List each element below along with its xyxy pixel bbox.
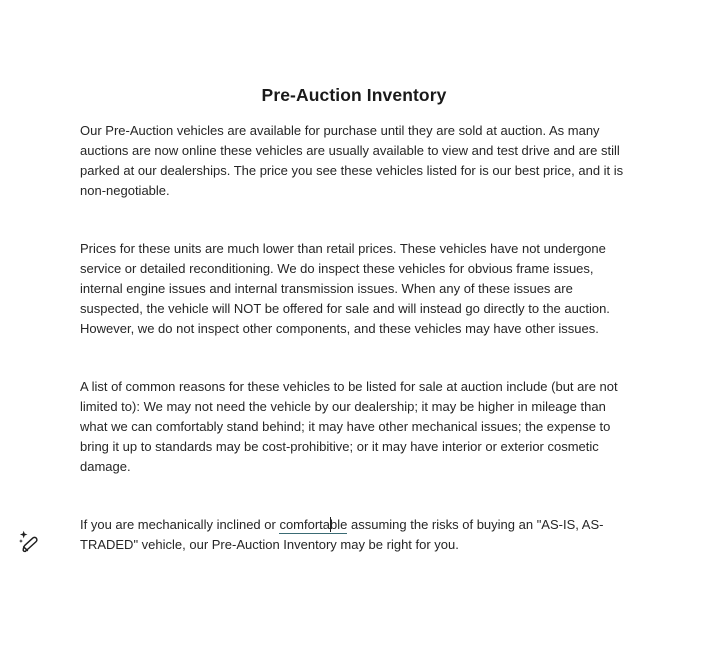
paragraph-4[interactable]	[80, 515, 628, 555]
underlined-word-after-caret: ble	[330, 517, 348, 532]
paragraph-4-text-after: assuming the risks of buying an "AS-IS, AS-TRADED" vehicle, our Pre-Auction Inventory may be right for you.	[80, 517, 604, 552]
paragraph-3[interactable]: A list of common reasons for these vehicles to be listed for sale at auction include (but are not limited to): We may not need the vehicle by our dealership; it may be higher in mileage than what we can comfortably stand behind; it may have other mechanical issues; the expense to bring it up to standards may be cost-prohibitive; or it may have interior or exterior cosmetic damage.	[80, 379, 618, 474]
paragraph-1[interactable]: Our Pre-Auction vehicles are available for purchase until they are sold at auction. As many auctions are now online these vehicles are usually available to view and test drive and are still parked at our dealerships. The price you see these vehicles listed for is our best price, and it is non-negotiable.	[80, 123, 624, 198]
document-content[interactable]	[80, 83, 628, 555]
copilot-button[interactable]	[14, 527, 44, 557]
paragraph-4-text-before: If you are mechanically inclined or	[80, 517, 280, 532]
underlined-word-before-caret: comforta	[279, 517, 331, 532]
underlined-word[interactable]	[279, 517, 347, 534]
document-title[interactable]: Pre-Auction Inventory	[261, 85, 447, 105]
paragraph-2[interactable]: Prices for these units are much lower than retail prices. These vehicles have not undergone service or detailed reconditioning. We do inspect these vehicles for obvious frame issues, internal engine issues and internal transmission issues. When any of these issues are suspected, the vehicle will NOT be offered for sale and will instead go directly to the auction. However, we do not inspect other components, and these vehicles may have other issues.	[80, 241, 610, 336]
pen-sparkle-icon	[16, 529, 42, 555]
